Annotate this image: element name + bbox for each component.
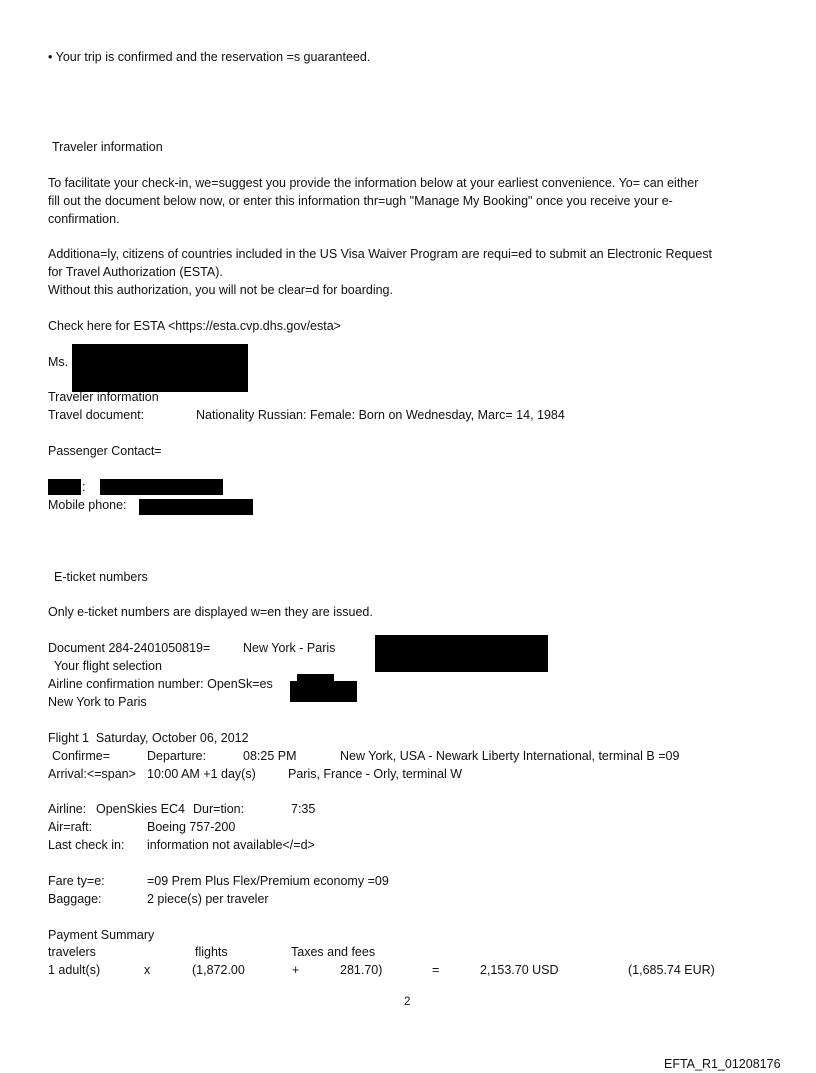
esta-link-line[interactable]: Check here for ESTA <https://esta.cvp.dhs.gov/esta>: [48, 319, 341, 333]
document-number: Document 284-2401050819=: [48, 641, 211, 655]
payment-multiply-sign: x: [144, 963, 151, 977]
flight-status: Confirme=: [52, 749, 111, 763]
redaction-box: [375, 635, 548, 672]
travel-document-value: Nationality Russian: Female: Born on Wednesday, Marc= 14, 1984: [196, 408, 565, 422]
checkin-paragraph-line: confirmation.: [48, 212, 120, 226]
page-number: 2: [404, 996, 411, 1008]
payment-column-flights: flights: [195, 945, 228, 959]
payment-equals-sign: =: [432, 963, 440, 977]
footer-document-id: EFTA_R1_01208176: [664, 1057, 781, 1071]
redaction-box: [100, 479, 223, 495]
mobile-phone-label: Mobile phone:: [48, 498, 127, 512]
esta-paragraph-line: Additiona=ly, citizens of countries included in the US Visa Waiver Program are requi=ed to submit an Electronic Request: [48, 247, 712, 261]
traveler-information-subheading: Traveler information: [48, 390, 159, 404]
baggage-label: Baggage:: [48, 892, 102, 906]
trip-confirmed-line: • Your trip is confirmed and the reservation =s guaranteed.: [48, 50, 371, 64]
redaction-box: [139, 499, 253, 515]
payment-total-eur: (1,685.74 EUR): [628, 963, 715, 977]
airline-value: OpenSkies EC4: [96, 802, 185, 816]
flight-selection-heading: Your flight selection: [54, 659, 162, 673]
aircraft-label: Air=raft:: [48, 820, 93, 834]
payment-travelers-value: 1 adult(s): [48, 963, 101, 977]
e-ticket-heading: E-ticket numbers: [54, 570, 148, 584]
redaction-box: [290, 681, 357, 702]
esta-paragraph-line: for Travel Authorization (ESTA).: [48, 265, 223, 279]
payment-plus-sign: +: [292, 963, 300, 977]
airline-label: Airline:: [48, 802, 87, 816]
last-check-in-value: information not available</=d>: [147, 838, 315, 852]
passenger-contact-heading: Passenger Contact=: [48, 444, 162, 458]
checkin-paragraph-line: fill out the document below now, or enter this information thr=ugh "Manage My Booking" once you receive your e-: [48, 194, 673, 208]
payment-total-usd: 2,153.70 USD: [480, 963, 559, 977]
duration-value: 7:35: [291, 802, 316, 816]
arrival-place: Paris, France - Orly, terminal W: [288, 767, 463, 781]
departure-label: Departure:: [147, 749, 207, 763]
travel-document-label: Travel document:: [48, 408, 145, 422]
route-line: New York to Paris: [48, 695, 147, 709]
document-route: New York - Paris: [243, 641, 336, 655]
traveler-title: Ms.: [48, 355, 69, 369]
fare-type-value: =09 Prem Plus Flex/Premium economy =09: [147, 874, 389, 888]
aircraft-value: Boeing 757-200: [147, 820, 236, 834]
airline-confirmation-number: Airline confirmation number: OpenSk=es: [48, 677, 273, 691]
contact-colon: :: [82, 480, 86, 494]
departure-time: 08:25 PM: [243, 749, 297, 763]
payment-flights-value: (1,872.00: [192, 963, 245, 977]
redaction-box: [48, 479, 81, 495]
flight-date-line: Flight 1 Saturday, October 06, 2012: [48, 731, 249, 745]
traveler-information-heading: Traveler information: [52, 140, 163, 154]
payment-taxes-value: 281.70): [340, 963, 383, 977]
payment-summary-heading: Payment Summary: [48, 928, 155, 942]
duration-label: Dur=tion:: [193, 802, 245, 816]
payment-column-taxes: Taxes and fees: [291, 945, 376, 959]
departure-place: New York, USA - Newark Liberty International, terminal B =09: [340, 749, 680, 763]
fare-type-label: Fare ty=e:: [48, 874, 105, 888]
redaction-box: [72, 344, 248, 392]
arrival-label: Arrival:<=span>: [48, 767, 136, 781]
checkin-paragraph-line: To facilitate your check-in, we=suggest you provide the information below at your earliest convenience. Yo= can either: [48, 176, 699, 190]
arrival-time: 10:00 AM +1 day(s): [147, 767, 256, 781]
esta-paragraph-line: Without this authorization, you will not be clear=d for boarding.: [48, 283, 393, 297]
last-check-in-label: Last check in:: [48, 838, 125, 852]
payment-column-travelers: travelers: [48, 945, 96, 959]
e-ticket-note: Only e-ticket numbers are displayed w=en they are issued.: [48, 605, 373, 619]
baggage-value: 2 piece(s) per traveler: [147, 892, 269, 906]
